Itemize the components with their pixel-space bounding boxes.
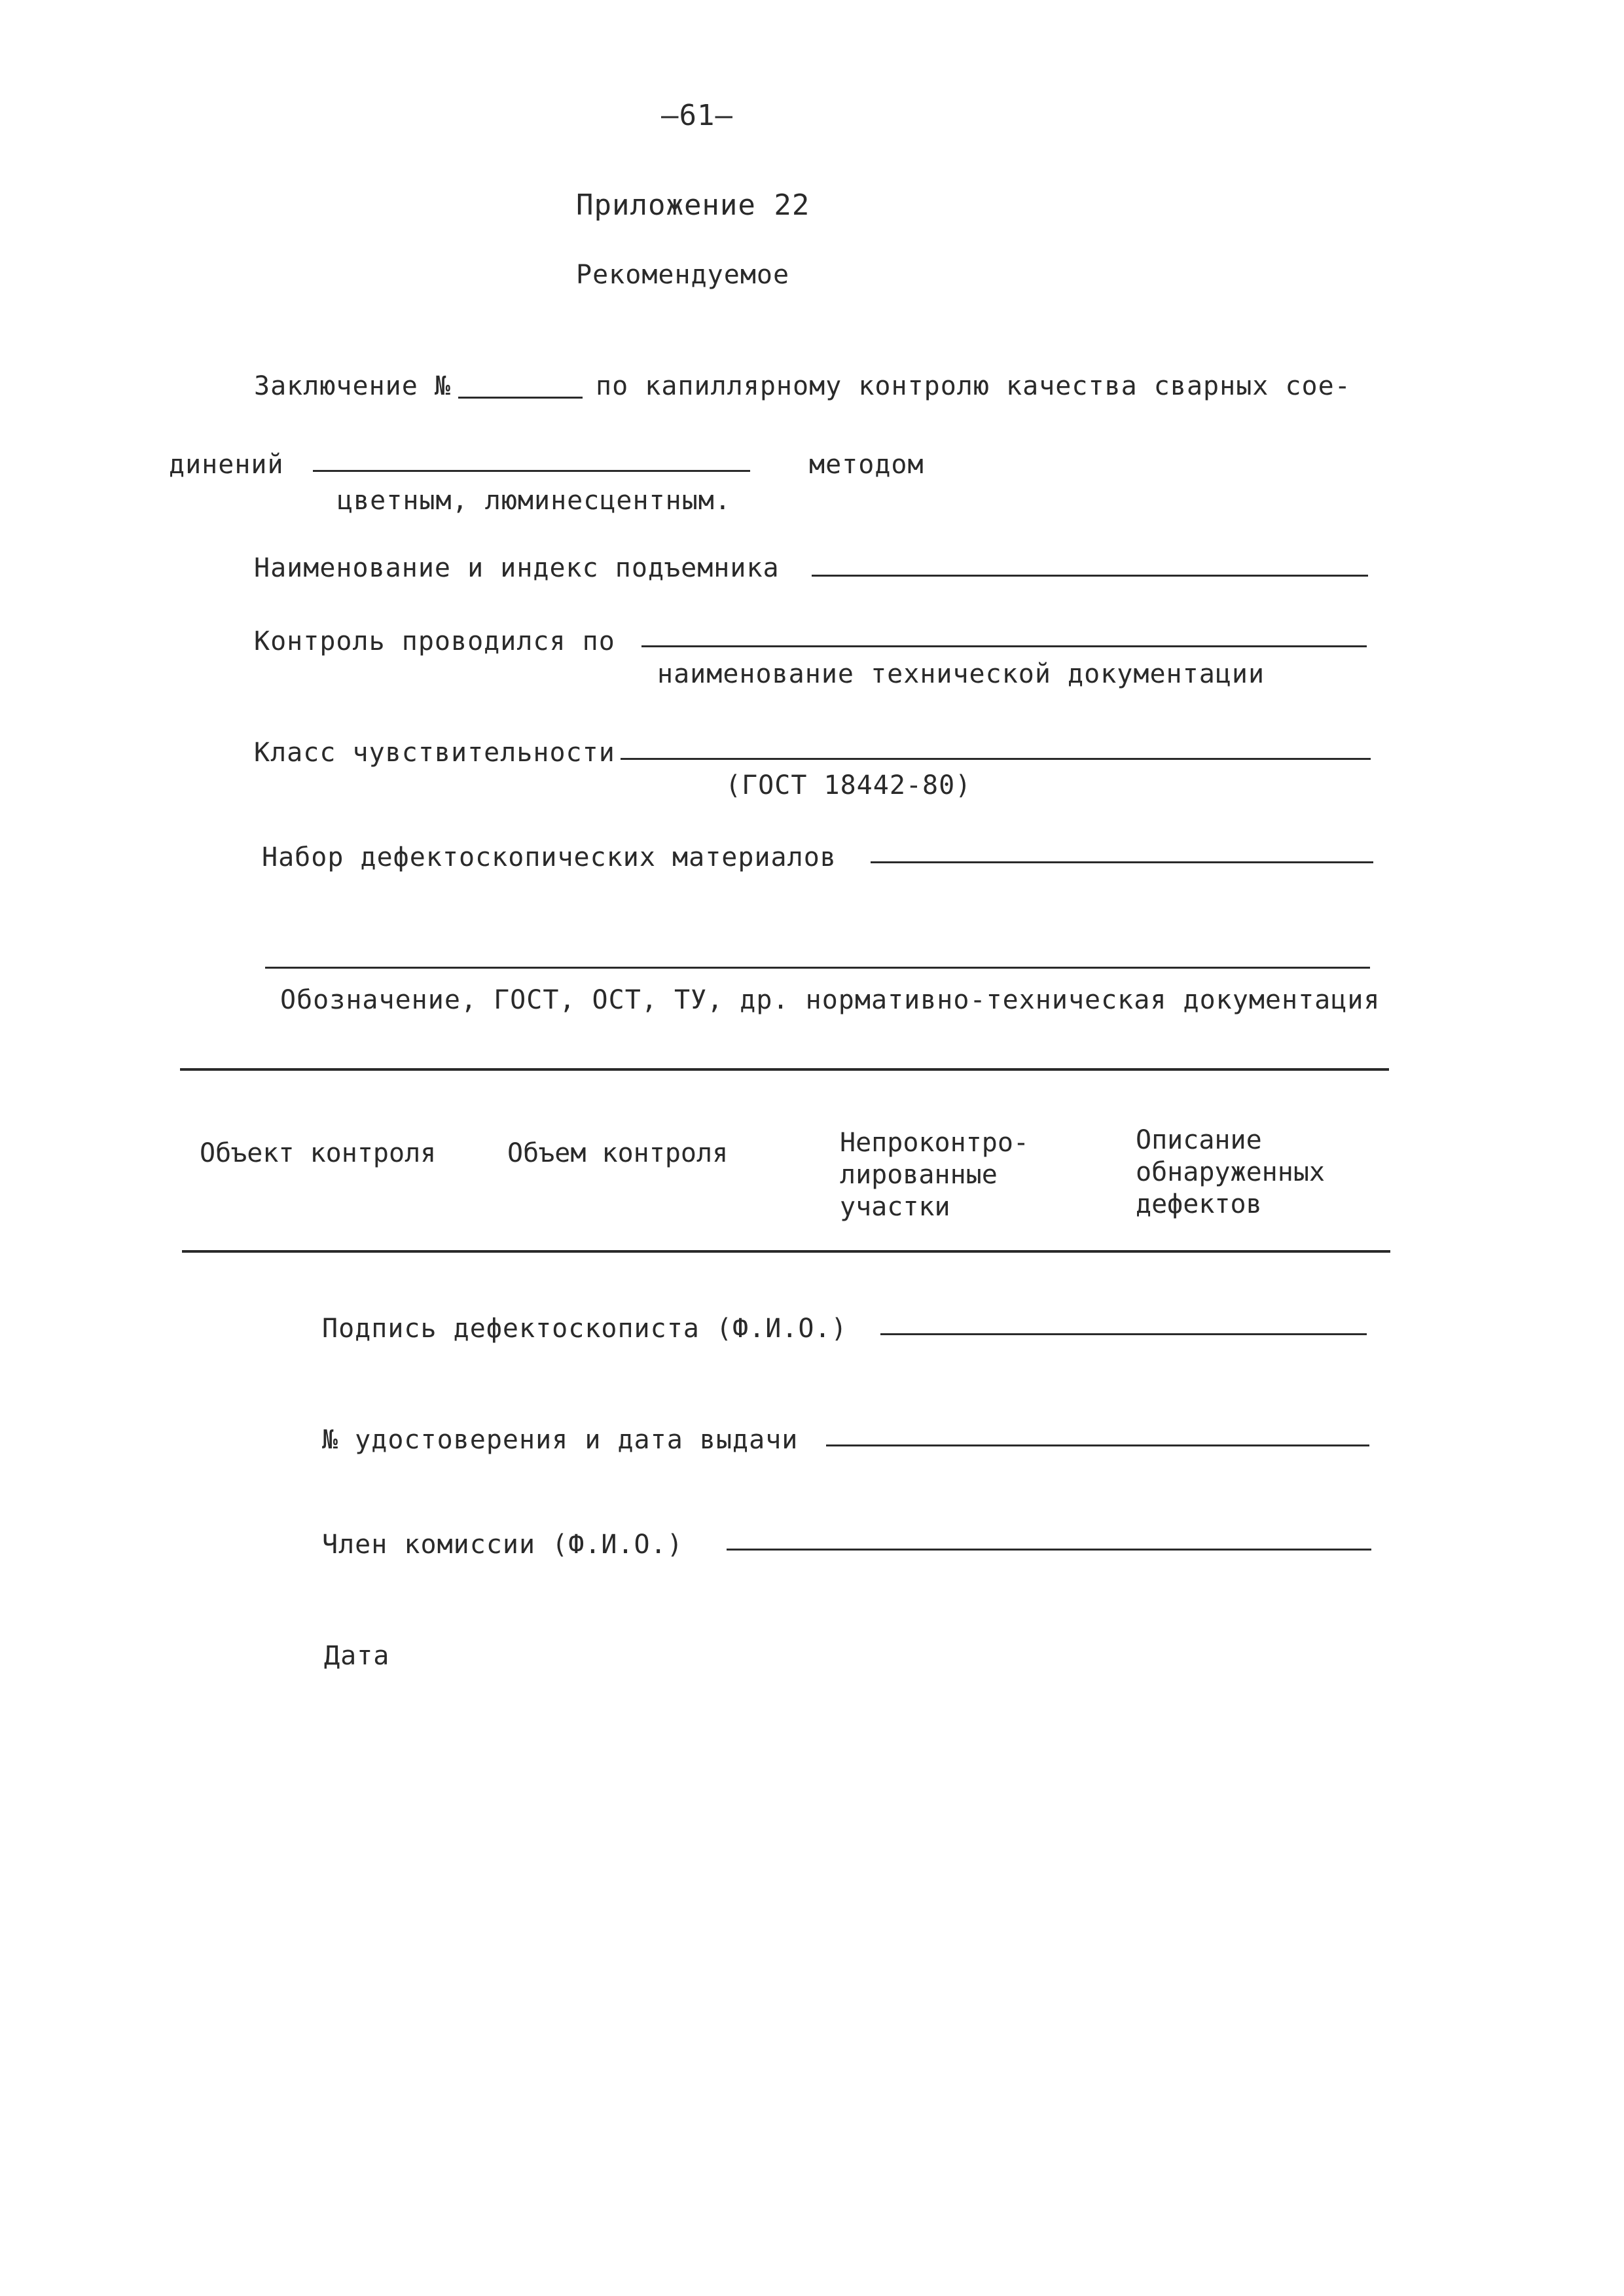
inspector-signature-blank: [880, 1333, 1367, 1335]
control-by-hint: наименование технической документации: [657, 659, 1265, 689]
method-hint: цветным, люминесцентным.: [337, 486, 731, 516]
conclusion-text-line2: динений: [169, 450, 284, 480]
date-label: Дата: [324, 1641, 390, 1671]
materials-blank: [871, 861, 1373, 863]
conclusion-number-blank: [458, 397, 583, 399]
table-bottom-rule: [182, 1250, 1390, 1253]
product-name-label: Наименование и индекс подъемника: [254, 553, 780, 583]
product-name-blank: [812, 575, 1368, 577]
inspector-signature-label: Подпись дефектоскописта (Ф.И.О.): [322, 1314, 848, 1344]
designation-hint: Обозначение, ГОСТ, ОСТ, ТУ, др. нормативно-техническая документация: [280, 985, 1380, 1015]
joints-blank: [313, 470, 750, 472]
appendix-title: Приложение 22: [576, 188, 810, 222]
page-number: —61—: [661, 99, 733, 132]
sensitivity-blank: [621, 758, 1371, 760]
conclusion-text: по капиллярному контролю качества сварных сое-: [596, 371, 1351, 401]
table-header-defects: Описание обнаруженных дефектов: [1136, 1125, 1325, 1219]
commission-member-blank: [727, 1549, 1371, 1551]
appendix-status: Рекомендуемое: [576, 260, 790, 290]
table-header-object: Объект контроля: [200, 1138, 437, 1168]
materials-blank-2: [265, 967, 1370, 969]
sensitivity-label: Класс чувствительности: [254, 738, 615, 768]
sensitivity-hint: (ГОСТ 18442-80): [725, 770, 972, 800]
materials-label: Набор дефектоскопических материалов: [262, 842, 837, 872]
commission-member-label: Член комиссии (Ф.И.О.): [322, 1530, 683, 1560]
certificate-blank: [826, 1444, 1369, 1446]
method-word: методом: [809, 450, 924, 480]
table-header-uncontrolled: Непроконтро- лированные участки: [840, 1128, 1029, 1222]
conclusion-prefix: Заключение №: [254, 371, 451, 401]
control-by-blank: [641, 645, 1367, 647]
table-header-volume: Объем контроля: [507, 1138, 729, 1168]
control-by-label: Контроль проводился по: [254, 626, 615, 656]
table-top-rule: [180, 1068, 1389, 1071]
certificate-label: № удостоверения и дата выдачи: [322, 1425, 799, 1455]
